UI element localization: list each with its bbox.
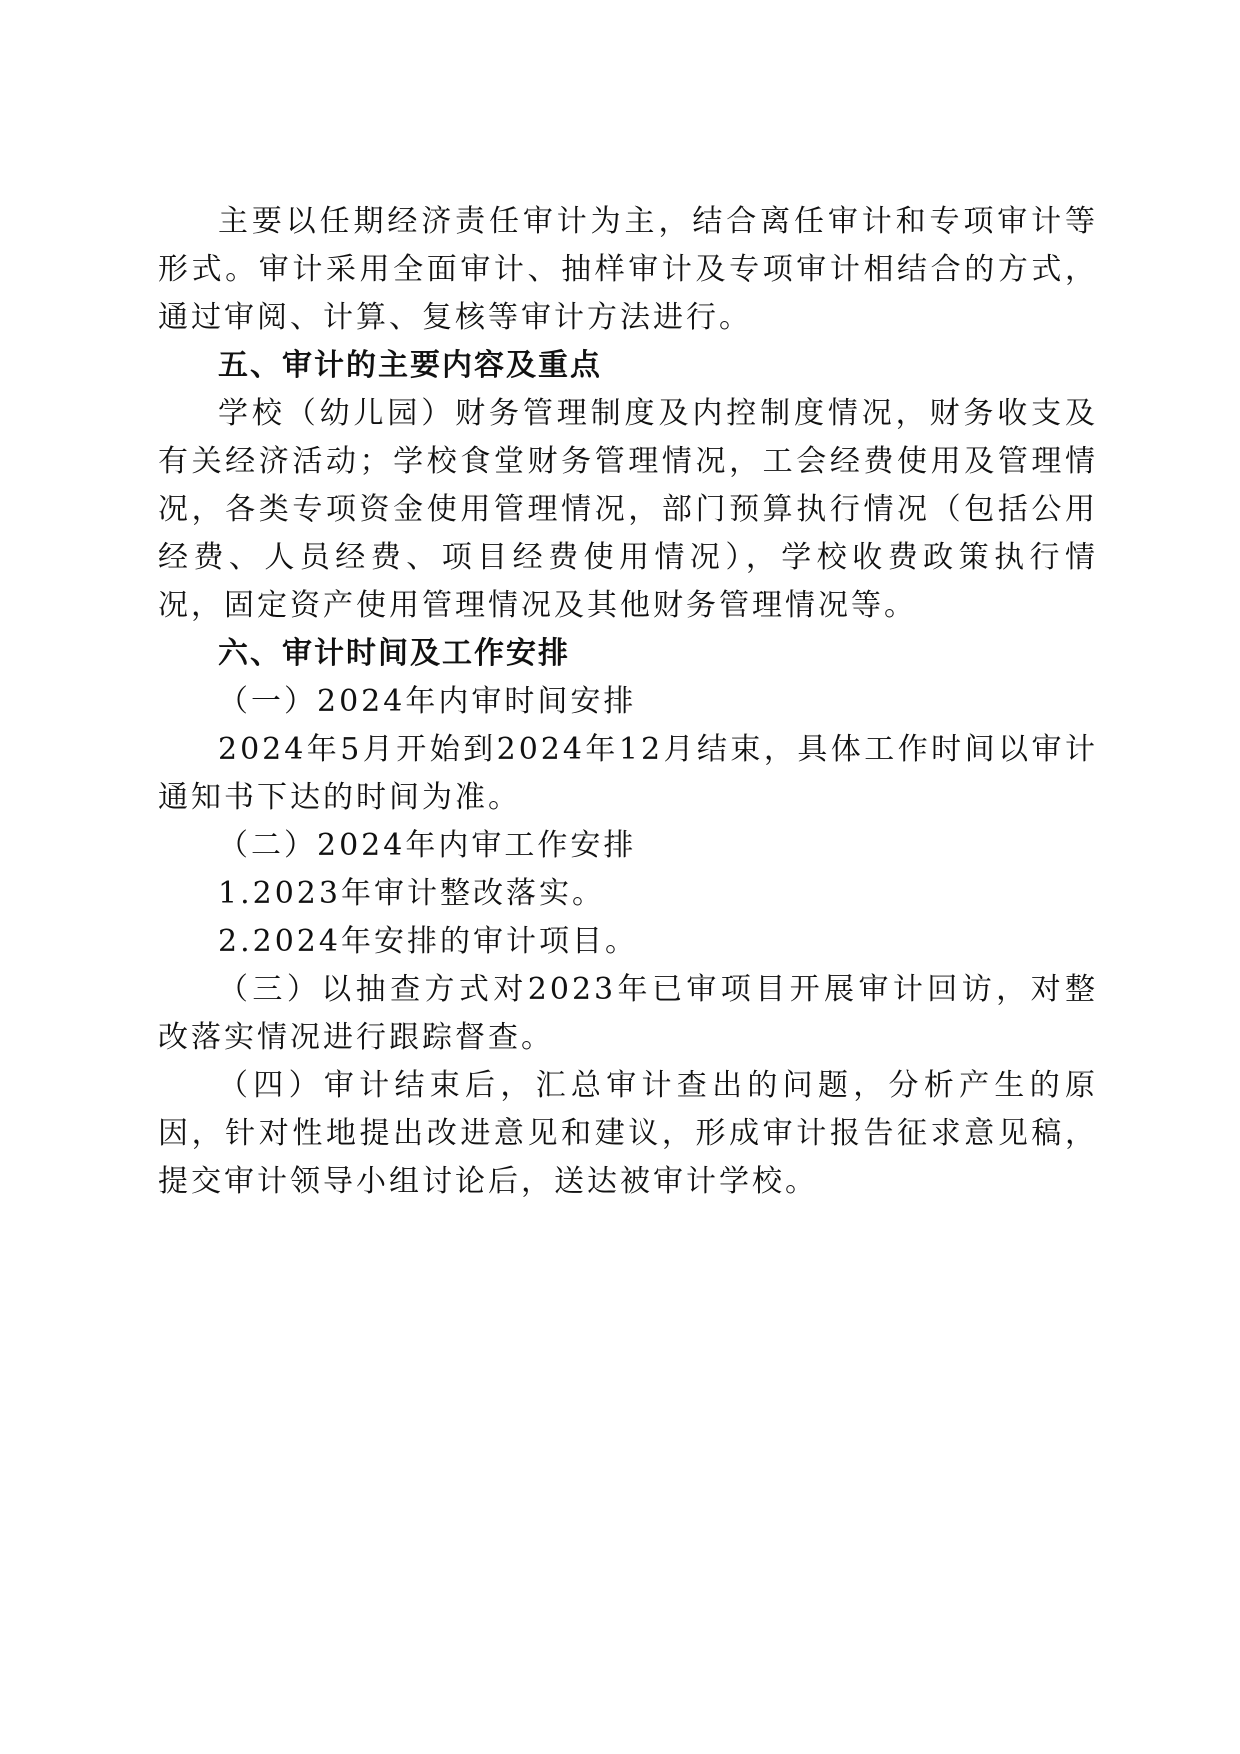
subheading-work-arrangement: （二）2024年内审工作安排 bbox=[218, 828, 637, 863]
document-body bbox=[158, 198, 1098, 1206]
paragraph-audit-content: 学校（幼儿园）财务管理制度及内控制度情况，财务收支及有关经济活动；学校食堂财务管理情况，工会经费使用及管理情况，各类专项资金使用管理情况，部门预算执行情况（包括公用经费、人员经费、项目经费使用情况），学校收费政策执行情况，固定资产使用管理情况及其他财务管理情况等。 bbox=[158, 396, 1098, 623]
paragraph-time-arrangement: 2024年5月开始到2024年12月结束，具体工作时间以审计通知书下达的时间为准。 bbox=[158, 732, 1098, 815]
section-heading-five: 五、审计的主要内容及重点 bbox=[218, 348, 602, 383]
paragraph-follow-up-visit: （三）以抽查方式对2023年已审项目开展审计回访，对整改落实情况进行跟踪督查。 bbox=[158, 972, 1098, 1055]
subheading-time-arrangement: （一）2024年内审时间安排 bbox=[218, 684, 637, 719]
paragraph-audit-form: 主要以任期经济责任审计为主，结合离任审计和专项审计等形式。审计采用全面审计、抽样审计及专项审计相结合的方式，通过审阅、计算、复核等审计方法进行。 bbox=[158, 204, 1098, 335]
paragraph-audit-report: （四）审计结束后，汇总审计查出的问题，分析产生的原因，针对性地提出改进意见和建议，形成审计报告征求意见稿，提交审计领导小组讨论后，送达被审计学校。 bbox=[158, 1068, 1098, 1199]
list-item-audit-projects: 2.2024年安排的审计项目。 bbox=[218, 924, 638, 959]
section-heading-six: 六、审计时间及工作安排 bbox=[218, 636, 570, 671]
list-item-rectification: 1.2023年审计整改落实。 bbox=[218, 876, 605, 911]
